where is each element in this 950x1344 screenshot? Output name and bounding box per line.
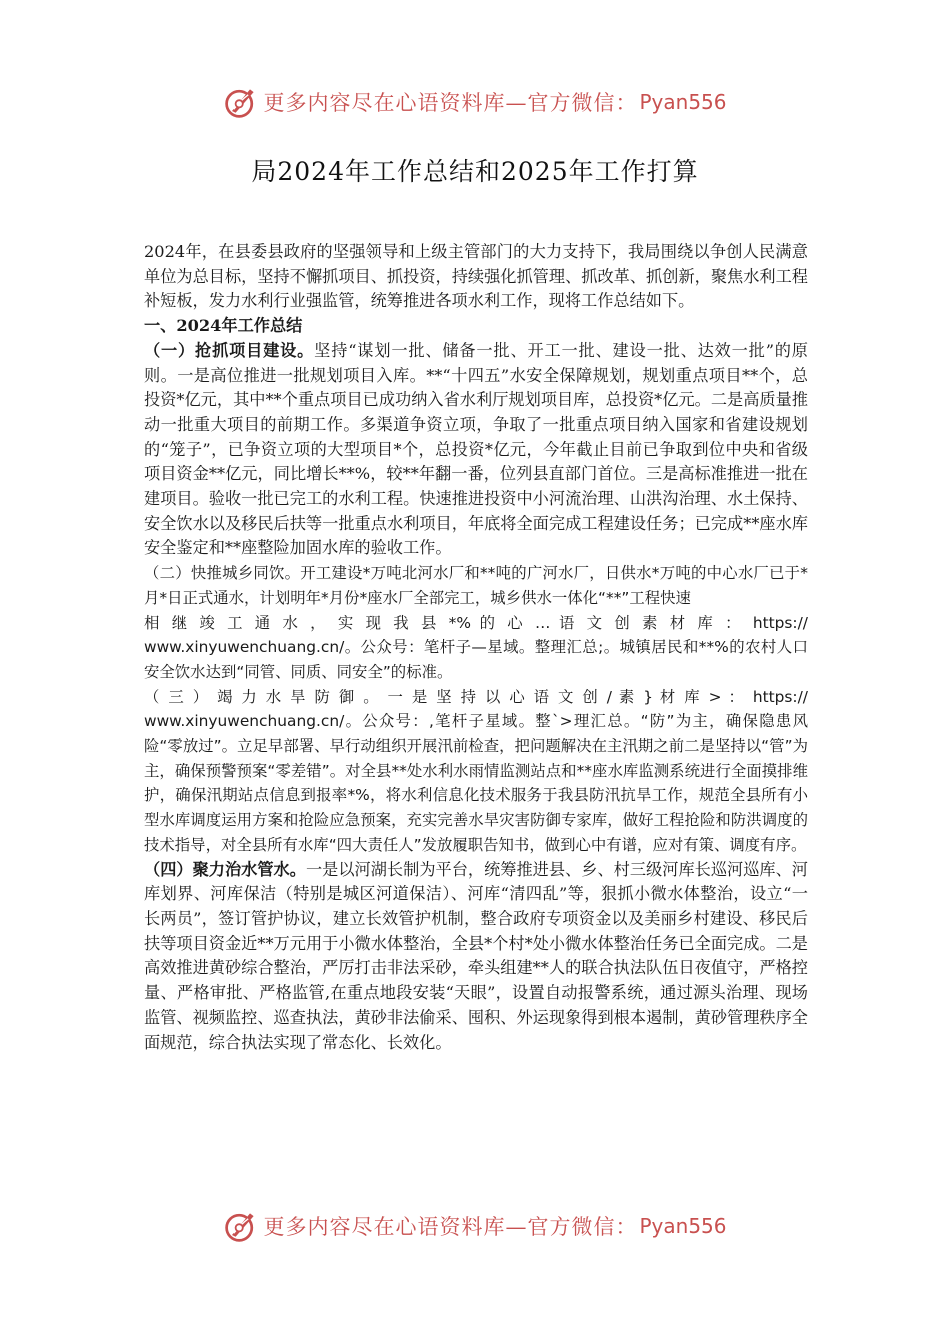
intro-paragraph: 2024年，在县委县政府的坚强领导和上级主管部门的大力支持下，我局围绕以争创人民满意单位为总目标，坚持不懈抓项目、抓投资，持续强化抓管理、抓改革、抓创新，聚焦水利工程补短板，发力水利行业强监管，统筹推进各项水利工作，现将工作总结如下。 — [144, 242, 808, 311]
item-project-construction — [144, 339, 808, 561]
banner-wechat-id: Pyan556 — [639, 90, 727, 114]
quill-logo-icon — [223, 1208, 259, 1244]
item-water-governance — [144, 858, 808, 1056]
item-water-supply-tail: www.xinyuwenchuang.cn/。公众号：笔杆子—星域。整理汇总;。城镇居民和**%的农村人口安全饮水达到“同管、同质、同安全”的标准。 — [144, 638, 808, 681]
document-title: 局2024年工作总结和2025年工作打算 — [251, 157, 699, 186]
item-flood-drought-heading-line: （ 三 ） 竭 力 水 旱 防 御 。 一 是 坚 持 以 心 语 文 创 / 素 } 材 库 > ： https:// — [144, 687, 808, 706]
document-body — [144, 240, 808, 1055]
banner-text: 更多内容尽在心语资料库—官方微信： — [263, 91, 638, 115]
banner-wechat-id: Pyan556 — [639, 1214, 727, 1238]
section-heading: 一、2024年工作总结 — [144, 316, 303, 336]
banner-text: 更多内容尽在心语资料库—官方微信： — [263, 1215, 638, 1239]
item-lead: （四）聚力治水管水。 — [144, 859, 306, 879]
item-body: 坚持“谋划一批、储备一批、开工一批、建设一批、达效一批”的原则。一是高位推进一批规划项目入库。**“十四五”水安全保障规划，规划重点项目**个，总投资*亿元，其中**个重点项目已成功纳入省水利厅规划项目库，总投资*亿元。二是高质量推动一批重大项目的前期工作。多渠道争资立项，争取了一批重点项目纳入国家和省建设规划的“笼子”，已争资立项的大型项目*个，总投资*亿元，今年截止目前已争取到位中央和省级项目资金**亿元，同比增长**%，较**年翻一番，位列县直部门首位。三是高标准推进一批在建项目。验收一批已完工的水利工程。快速推进投资中小河流治理、山洪沟治理、水土保持、安全饮水以及移民后扶等一批重点水利项目，年底将全面完成工程建设任务；已完成**座水库安全鉴定和**座整险加固水库的验收工作。 — [144, 340, 808, 558]
item-lead: （一）抢抓项目建设。 — [144, 340, 315, 360]
item-line: （二）快推城乡同饮。开工建设*万吨北河水厂和**吨的广河水厂，日供水*万吨的中心水厂已于*月*日正式通水，计划明年*月份*座水厂全部完工，城乡供水一体化“**”工程快速 — [144, 564, 808, 607]
item-water-supply-spaced-line: 相 继 竣 工 通 水 ， 实 现 我 县 *% 的 心 … 语 文 创 素 材 库 ： https:// — [144, 613, 808, 632]
item-flood-drought-body: www.xinyuwenchuang.cn/。公众号：,笔杆子星域。整`>理汇总。“防”为主，确保隐患风险“零放过”。立足早部署、早行动组织开展汛前检查，把问题解决在主汛期之前二是坚持以“管”为主，确保预警预案“零差错”。对全县**处水利水雨情监测站点和**座水库监测系统进行全面摸排维护，确保汛期站点信息到报率*%，将水利信息化技术服务于我县防汛抗旱工作，规范全县所有小型水库调度运用方案和抢险应急预案，充实完善水旱灾害防御专家库，做好工程抢险和防洪调度的技术指导，对全县所有水库“四大责任人”发放履职告知书，做到心中有谱，应对有策、调度有序。 — [144, 712, 808, 854]
header-banner — [0, 84, 950, 120]
item-body: 一是以河湖长制为平台，统筹推进县、乡、村三级河库长巡河巡库、河库划界、河库保洁（特别是城区河道保洁）、河库“清四乱”等，狠抓小微水体整治，设立“一长两员”，签订管护协议，建立长效管护机制，整合政府专项资金以及美丽乡村建设、移民后扶等项目资金近**万元用于小微水体整治，全县*个村*处小微水体整治任务已全面完成。二是高效推进黄砂综合整治，严厉打击非法采砂，牵头组建**人的联合执法队伍日夜值守，严格控量、严格审批、严格监管,在重点地段安装“天眼”，设置自动报警系统，通过源头治理、现场监管、视频监控、巡查执法，黄砂非法偷采、囤积、外运现象得到根本遏制，黄砂管理秩序全面规范，综合执法实现了常态化、长效化。 — [144, 859, 808, 1052]
footer-banner — [0, 1208, 950, 1244]
quill-logo-icon — [223, 84, 259, 120]
item-water-supply — [144, 561, 808, 610]
